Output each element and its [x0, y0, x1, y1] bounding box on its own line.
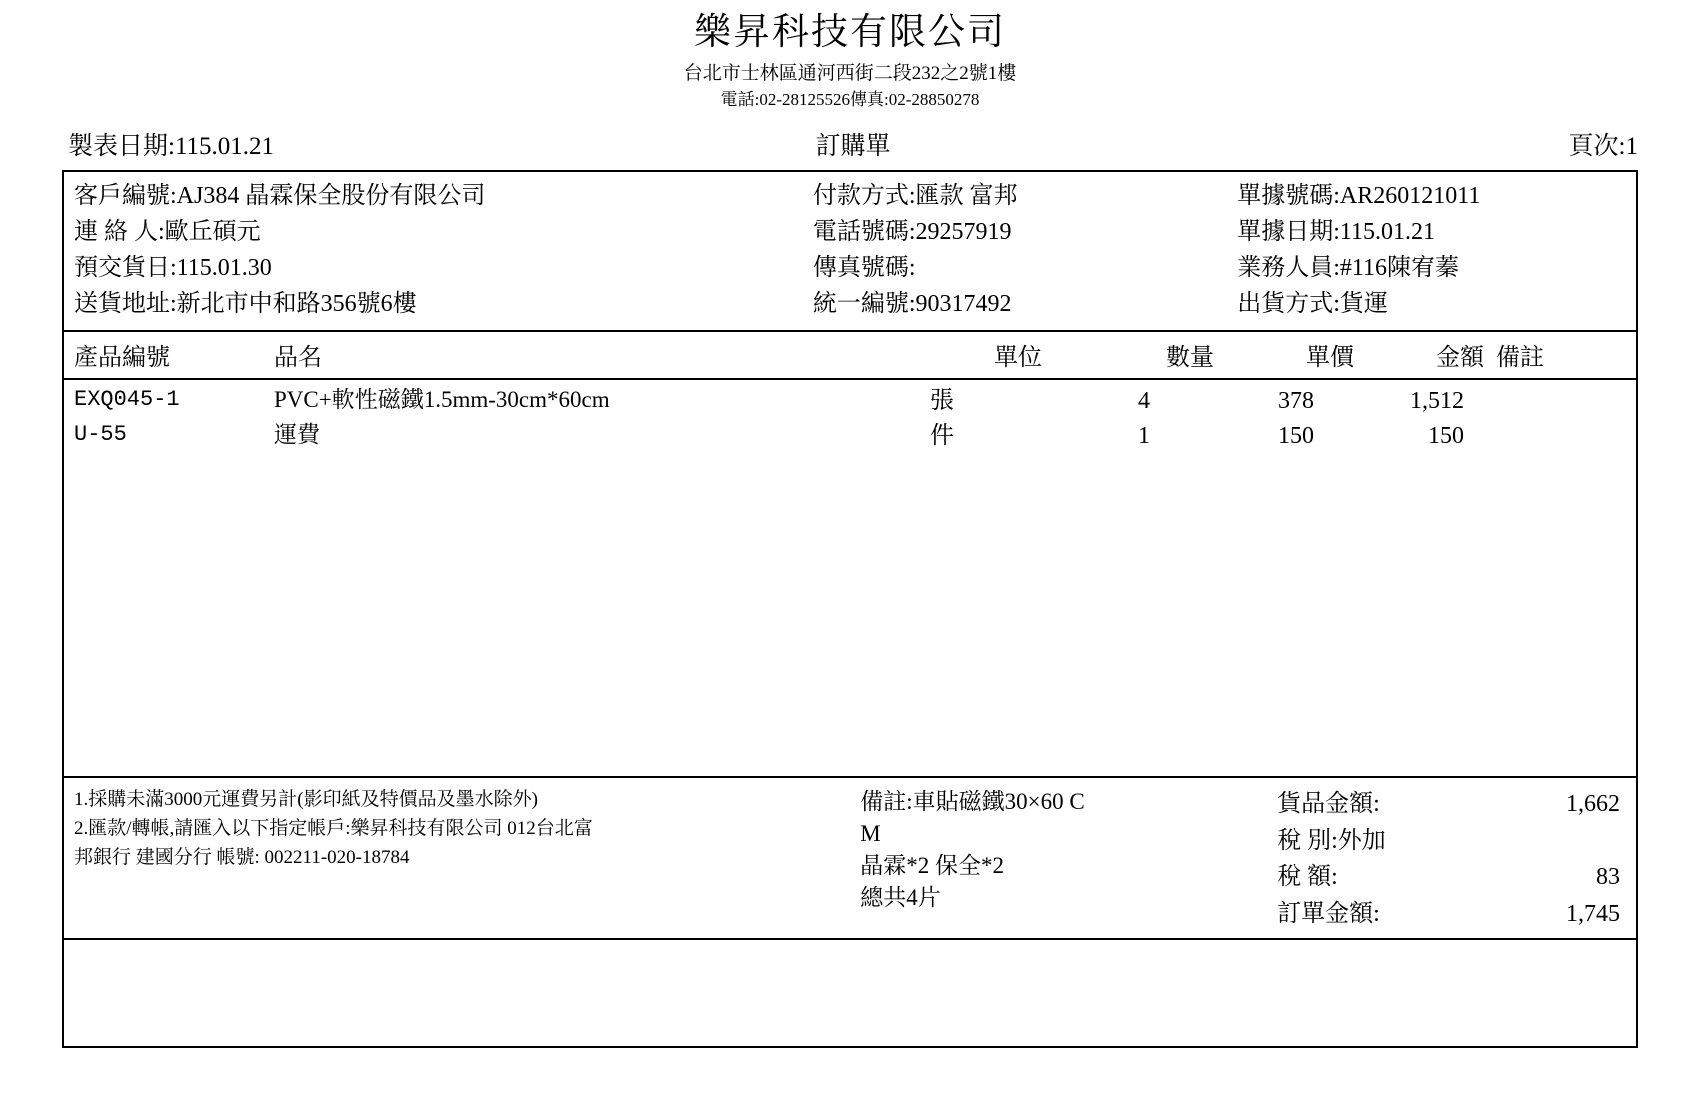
info-column-customer	[64, 178, 813, 322]
order-info-block	[64, 172, 1636, 332]
column-header-name: 品名	[274, 345, 322, 372]
table-row	[64, 419, 1636, 453]
item-name: 運費	[274, 421, 320, 447]
payment-method: 付款方式:匯款 富邦	[812, 183, 1018, 210]
shipping-method: 出貨方式:貨運	[1237, 291, 1388, 318]
item-unit: 件	[930, 422, 954, 449]
column-header-amount: 金額	[1436, 345, 1484, 372]
company-header	[0, 0, 1700, 112]
delivery-date: 預交貨日:115.01.30	[74, 255, 272, 282]
phone-number: 電話號碼:29257919	[812, 219, 1012, 246]
item-price: 150	[1278, 422, 1314, 449]
items-table-body	[64, 380, 1636, 778]
footer-note-2: 2.匯款/轉帳,請匯入以下指定帳戶:樂昇科技有限公司 012台北富	[74, 818, 593, 840]
item-amount: 1,512	[1410, 388, 1464, 415]
order-total-row	[1277, 896, 1620, 932]
document-number: 單據號碼:AR260121011	[1237, 183, 1481, 210]
document-date: 單據日期:115.01.21	[1237, 219, 1436, 246]
footer-totals	[1267, 778, 1636, 938]
item-name: PVC+軟性磁鐵1.5mm-30cm*60cm	[274, 387, 610, 413]
info-column-document	[1237, 178, 1646, 322]
order-total-value: 1,745	[1566, 900, 1620, 927]
goods-amount-row	[1277, 786, 1620, 822]
shipping-address: 送貨地址:新北市中和路356號6樓	[74, 291, 417, 318]
company-address: 台北市士林區通河西街二段232之2號1樓	[683, 63, 1017, 85]
item-qty: 1	[1138, 422, 1150, 449]
items-table-header	[64, 332, 1636, 380]
page-number: 頁次:1	[1568, 133, 1638, 161]
footer-memo	[854, 778, 1267, 938]
contact-person-label: 連 絡 人:	[74, 219, 165, 246]
table-row	[64, 384, 1636, 418]
order-total-label: 訂單金額:	[1277, 900, 1380, 927]
tax-amount-row	[1277, 859, 1620, 895]
footer-memo-line-2: M	[860, 821, 881, 847]
print-date: 製表日期:115.01.21	[68, 133, 275, 161]
footer-memo-line-3: 晶霖*2 保全*2	[860, 852, 1005, 878]
column-header-price: 單價	[1306, 345, 1354, 372]
company-phone: 電話:02-28125526傳真:02-28850278	[720, 89, 980, 109]
goods-amount-value: 1,662	[1566, 791, 1620, 818]
salesperson: 業務人員:#116陳宥蓁	[1237, 255, 1460, 282]
signature-area	[64, 940, 1636, 1046]
item-memo	[1482, 419, 1636, 453]
item-memo	[1482, 384, 1636, 418]
customer-number: 客戶編號:AJ384 晶霖保全股份有限公司	[74, 183, 486, 210]
page-title: 訂購單	[815, 133, 891, 161]
contact-person-value: 歐丘碩元	[164, 219, 261, 246]
item-qty: 4	[1138, 388, 1150, 415]
item-code: U-55	[74, 421, 127, 447]
order-footer-block	[64, 778, 1636, 940]
item-amount: 150	[1428, 422, 1464, 449]
document-title-row	[0, 126, 1700, 162]
column-header-memo: 備註	[1496, 345, 1544, 372]
contact-person	[74, 214, 813, 250]
item-code: EXQ045-1	[74, 387, 180, 413]
tax-amount-label: 稅 額:	[1277, 864, 1338, 891]
document-body	[62, 170, 1638, 1048]
info-column-payment	[813, 178, 1237, 322]
footer-note-1: 1.採購未滿3000元運費另計(影印紙及特價品及墨水除外)	[74, 789, 538, 811]
tax-type-label: 稅 別:外加	[1277, 827, 1386, 854]
tax-type-row	[1277, 823, 1620, 859]
fax-number: 傳真號碼:	[812, 255, 916, 282]
goods-amount-label: 貨品金額:	[1277, 791, 1380, 818]
footer-note-3: 邦銀行 建國分行 帳號: 002211-020-18784	[74, 847, 410, 869]
footer-notes	[64, 778, 854, 938]
column-header-qty: 數量	[1166, 345, 1214, 372]
item-price: 378	[1278, 388, 1314, 415]
company-name: 樂昇科技有限公司	[694, 12, 1006, 53]
footer-memo-line-4: 總共4片	[860, 884, 941, 910]
item-unit: 張	[930, 388, 954, 415]
column-header-code: 產品編號	[74, 345, 170, 372]
column-header-unit: 單位	[994, 345, 1042, 372]
footer-memo-line-1: 備註:車貼磁鐵30×60 C	[860, 789, 1085, 815]
tax-amount-value: 83	[1596, 864, 1620, 891]
tax-id-number: 統一編號:90317492	[812, 291, 1012, 318]
